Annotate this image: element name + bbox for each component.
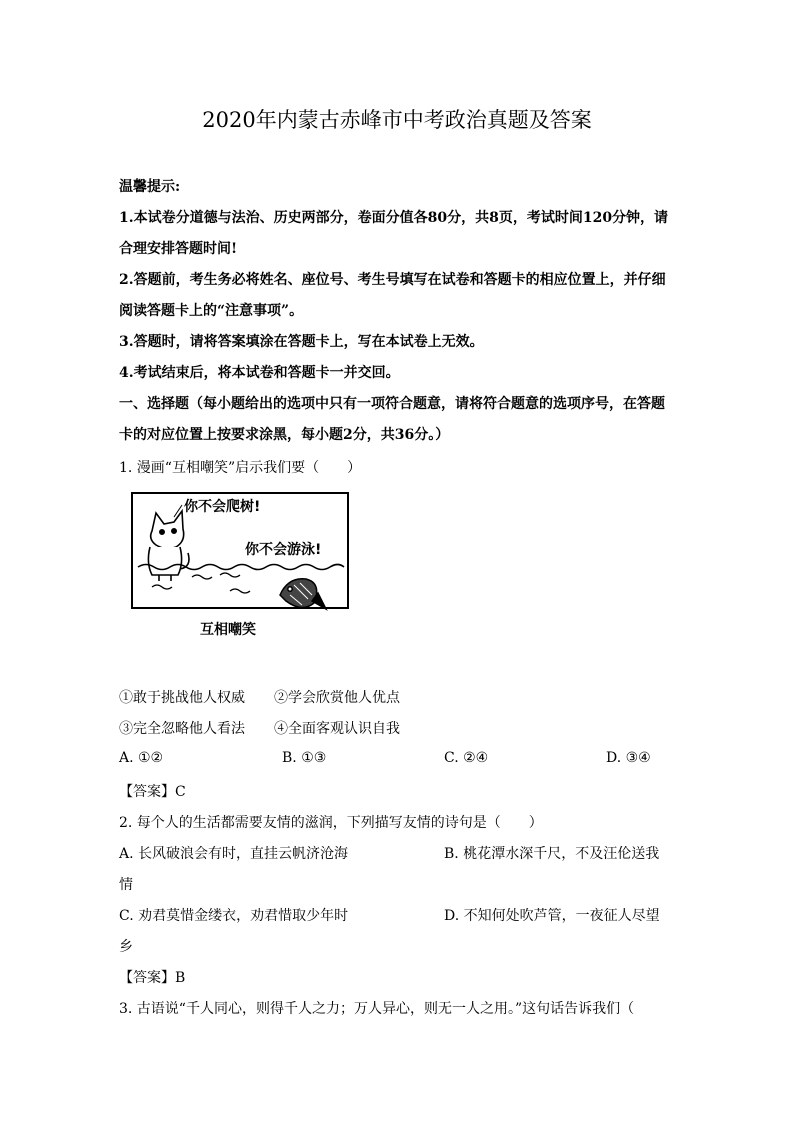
cartoon-mutual-mockery	[130, 491, 350, 641]
tip-2-line-2: 阅读答题卡上的“注意事项”。	[119, 303, 304, 319]
tip-1-line-2: 合理安排答题时间!	[119, 241, 238, 257]
question-1-option-d: D. ③④	[606, 750, 651, 766]
statement-1: ①敢于挑战他人权威	[119, 690, 245, 706]
question-2-option-c: C. 劝君莫惜金缕衣，劝君惜取少年时	[119, 908, 349, 924]
statement-2: ②学会欣赏他人优点	[274, 690, 400, 706]
statement-4: ④全面客观认识自我	[274, 721, 400, 737]
statement-3: ③完全忽略他人看法	[119, 721, 245, 737]
question-1-stem: 1. 漫画“互相嘲笑”启示我们要（ ）	[119, 460, 362, 476]
tip-2-line-1: 2.答题前，考生务必将姓名、座位号、考生号填写在试卷和答题卡的相应位置上，并仔细	[119, 272, 666, 288]
tips-heading: 温馨提示:	[119, 179, 181, 195]
section-heading-line-1: 一、选择题（每小题给出的选项中只有一项符合题意，请将符合题意的选项序号，在答题	[119, 396, 665, 412]
question-2-option-d: D. 不知何处吹芦管，一夜征人尽望	[444, 908, 660, 924]
section-heading-line-2: 卡的对应位置上按要求涂黑，每小题2分，共36分。）	[119, 427, 450, 443]
cartoon-caption: 互相嘲笑	[200, 622, 256, 638]
cartoon-drawing	[130, 491, 350, 641]
cat-speech: 你不会爬树!	[184, 499, 261, 515]
question-2-stem: 2. 每个人的生活都需要友情的滋润，下列描写友情的诗句是（ ）	[119, 815, 543, 831]
question-2-answer: 【答案】B	[119, 970, 186, 986]
question-1-option-c: C. ②④	[444, 750, 489, 766]
question-3-stem: 3. 古语说“千人同心，则得千人之力；万人异心，则无一人之用。”这句话告诉我们（	[119, 1001, 635, 1017]
page-title: 2020年内蒙古赤峰市中考政治真题及答案	[202, 108, 592, 132]
question-2-option-b-wrap: 情	[119, 877, 133, 893]
question-2-option-b: B. 桃花潭水深千尺，不及汪伦送我	[444, 846, 660, 862]
fish-speech: 你不会游泳!	[245, 542, 322, 558]
tip-1-line-1: 1.本试卷分道德与法治、历史两部分，卷面分值各80分，共8页，考试时间120分钟，请	[119, 210, 669, 226]
question-1-option-b: B. ①③	[282, 750, 327, 766]
question-1-option-a: A. ①②	[119, 750, 164, 766]
tip-4: 4.考试结束后，将本试卷和答题卡一并交回。	[119, 365, 400, 381]
question-1-answer: 【答案】C	[119, 784, 186, 800]
tip-3: 3.答题时，请将答案填涂在答题卡上，写在本试卷上无效。	[119, 334, 484, 350]
question-2-option-d-wrap: 乡	[119, 939, 133, 955]
question-2-option-a: A. 长风破浪会有时，直挂云帆济沧海	[119, 846, 349, 862]
